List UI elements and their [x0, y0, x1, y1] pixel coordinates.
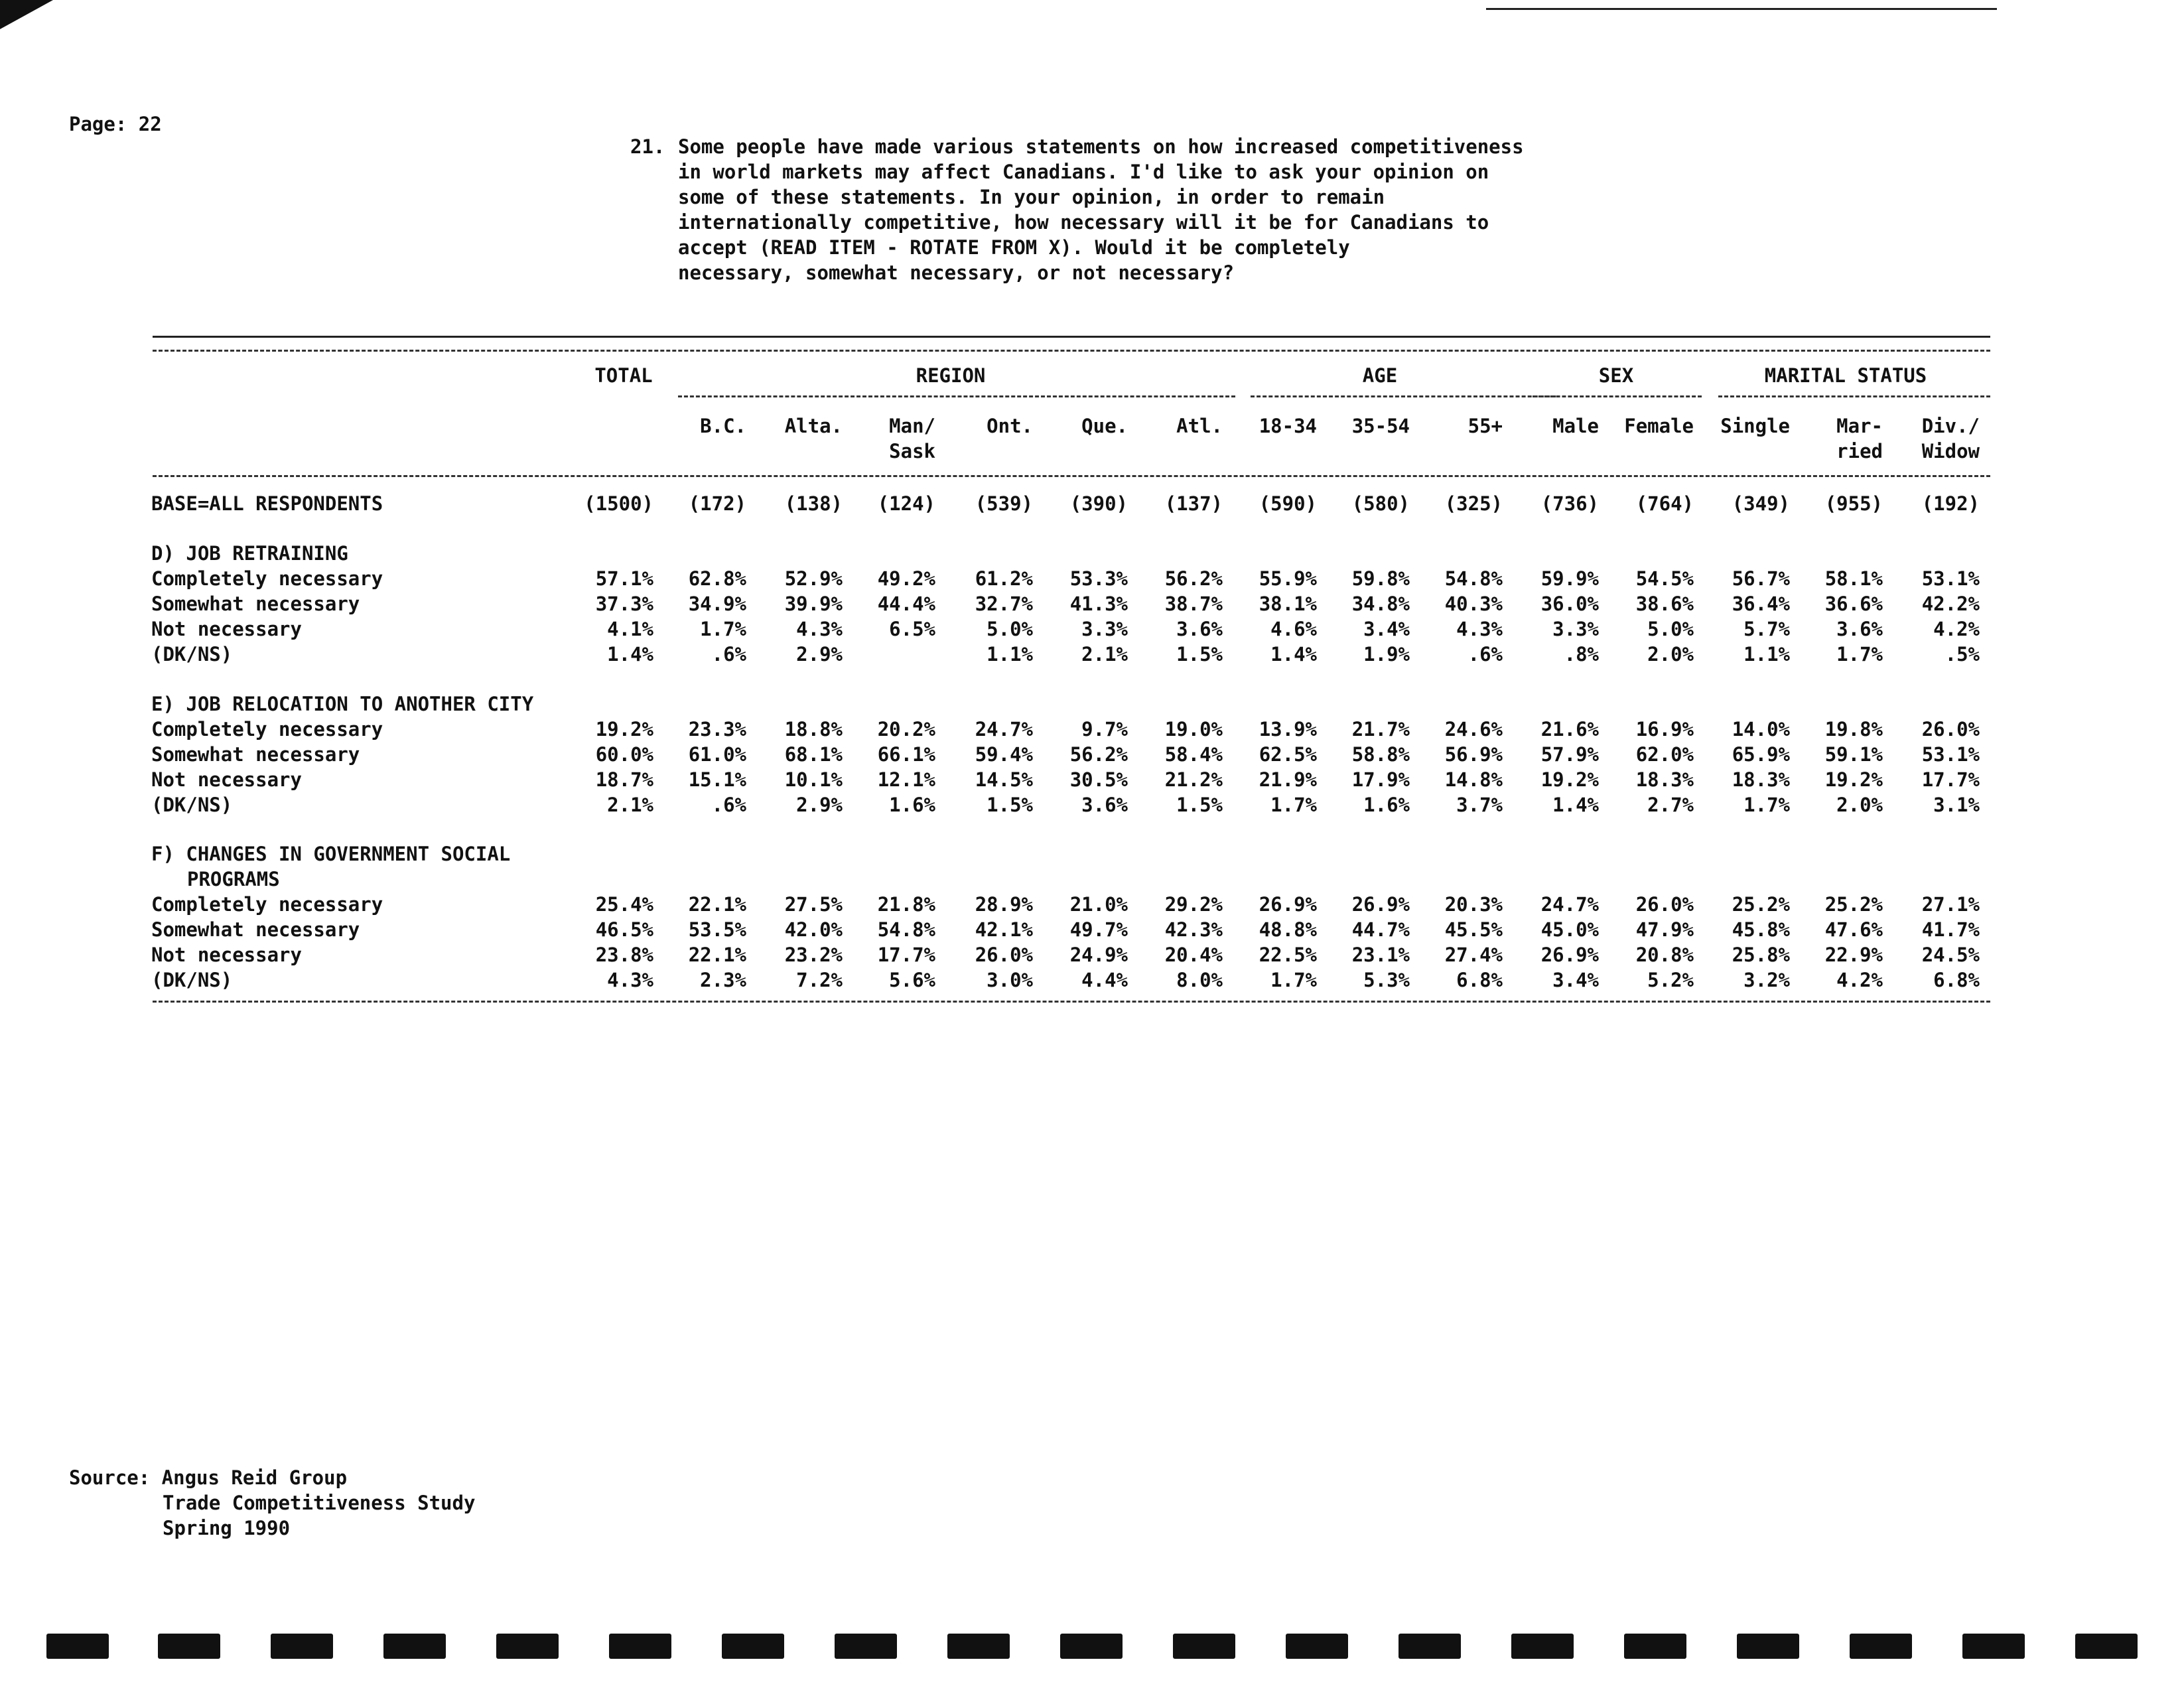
table-cell: 68.1% [784, 743, 843, 766]
table-cell: 1.6% [889, 794, 935, 816]
sex-underline [1533, 395, 1702, 397]
table-cell: 53.3% [1069, 567, 1128, 590]
table-cell: .6% [711, 794, 746, 816]
table-cell: 55.9% [1259, 567, 1317, 590]
group-header: REGION [916, 364, 986, 387]
table-cell: 41.7% [1921, 918, 1980, 941]
table-cell: 7.2% [796, 969, 843, 991]
table-cell: 59.4% [975, 743, 1033, 766]
table-cell: 22.5% [1259, 944, 1317, 966]
table-cell: 6.5% [889, 618, 935, 640]
table-cell: 12.1% [877, 768, 935, 791]
column-header: Div./ [1921, 415, 1980, 437]
registration-bar [496, 1634, 559, 1659]
table-cell: 20.2% [877, 718, 935, 740]
table-cell: 36.4% [1732, 593, 1790, 615]
table-cell: 6.8% [1456, 969, 1503, 991]
table-cell: 65.9% [1732, 743, 1790, 766]
table-cell: 1.7% [1270, 969, 1317, 991]
group-header: MARITAL STATUS [1764, 364, 1927, 387]
table-cell: 22.1% [688, 944, 746, 966]
column-header: Single [1720, 415, 1790, 437]
table-cell: 20.8% [1635, 944, 1694, 966]
source-line-1: Source: Angus Reid Group [69, 1466, 348, 1489]
table-cell: 3.6% [1081, 794, 1128, 816]
table-cell: 46.5% [595, 918, 653, 941]
table-cell: 54.8% [877, 918, 935, 941]
table-cell: 3.4% [1363, 618, 1410, 640]
table-cell: 24.7% [975, 718, 1033, 740]
table-cell: 18.3% [1635, 768, 1694, 791]
table-cell: 42.3% [1164, 918, 1223, 941]
row-label: Completely necessary [151, 893, 383, 916]
table-cell: 24.6% [1444, 718, 1503, 740]
table-cell: 62.5% [1259, 743, 1317, 766]
table-cell: 30.5% [1069, 768, 1128, 791]
table-cell: 59.9% [1540, 567, 1599, 590]
table-cell: 26.9% [1540, 944, 1599, 966]
column-header: Que. [1081, 415, 1128, 437]
table-cell: 39.9% [784, 593, 843, 615]
table-cell: 3.0% [987, 969, 1033, 991]
group-header: SEX [1598, 364, 1634, 387]
table-cell: 52.9% [784, 567, 843, 590]
table-cell: 53.1% [1921, 567, 1980, 590]
table-cell: 23.8% [595, 944, 653, 966]
table-cell: 2.1% [607, 794, 653, 816]
table-cell: 61.0% [688, 743, 746, 766]
table-cell: 5.0% [987, 618, 1033, 640]
column-header: Mar- [1836, 415, 1883, 437]
table-cell: 4.3% [1456, 618, 1503, 640]
table-cell: 13.9% [1259, 718, 1317, 740]
table-cell: 21.2% [1164, 768, 1223, 791]
table-cell: 57.9% [1540, 743, 1599, 766]
table-cell: 21.6% [1540, 718, 1599, 740]
table-cell: 61.2% [975, 567, 1033, 590]
age-underline [1251, 395, 1556, 397]
table-cell: 24.5% [1921, 944, 1980, 966]
table-cell: 32.7% [975, 593, 1033, 615]
registration-bar [1060, 1634, 1123, 1659]
table-cell: 8.0% [1176, 969, 1223, 991]
section-title: F) CHANGES IN GOVERNMENT SOCIAL [151, 843, 511, 865]
column-header: Man/ [889, 415, 935, 437]
table-cell: 56.7% [1732, 567, 1790, 590]
table-cell: 5.6% [889, 969, 935, 991]
table-cell: 45.8% [1732, 918, 1790, 941]
table-cell: 4.1% [607, 618, 653, 640]
column-header: Alta. [784, 415, 843, 437]
table-cell: 9.7% [1081, 718, 1128, 740]
row-label: Not necessary [151, 618, 302, 640]
table-cell: 25.8% [1732, 944, 1790, 966]
table-cell: 47.6% [1824, 918, 1883, 941]
table-cell: 4.6% [1270, 618, 1317, 640]
table-cell: 21.9% [1259, 768, 1317, 791]
table-cell: 25.2% [1824, 893, 1883, 916]
table-cell: 1.7% [700, 618, 746, 640]
table-cell: 23.1% [1351, 944, 1410, 966]
registration-bar [1511, 1634, 1574, 1659]
table-cell: 3.3% [1081, 618, 1128, 640]
column-header-line2: Sask [889, 440, 935, 462]
table-cell: 2.3% [700, 969, 746, 991]
table-cell: 1.7% [1836, 643, 1883, 666]
top-rule [1486, 8, 1997, 10]
table-cell: 41.3% [1069, 593, 1128, 615]
table-cell: .6% [711, 643, 746, 666]
table-cell: 22.1% [688, 893, 746, 916]
registration-bar [158, 1634, 220, 1659]
registration-bar [1737, 1634, 1799, 1659]
table-cell: 4.3% [796, 618, 843, 640]
section-title: E) JOB RELOCATION TO ANOTHER CITY [151, 693, 534, 715]
base-value: (138) [784, 492, 843, 515]
table-cell: 10.1% [784, 768, 843, 791]
table-cell: 1.7% [1270, 794, 1317, 816]
registration-bar [1173, 1634, 1235, 1659]
table-cell: .6% [1467, 643, 1503, 666]
registration-bar [835, 1634, 897, 1659]
table-cell: 17.7% [1921, 768, 1980, 791]
table-cell: 23.3% [688, 718, 746, 740]
registration-bar [609, 1634, 671, 1659]
table-cell: 54.8% [1444, 567, 1503, 590]
table-cell: 3.2% [1743, 969, 1790, 991]
table-cell: 21.0% [1069, 893, 1128, 916]
column-header-line2: Widow [1921, 440, 1980, 462]
table-cell: 56.2% [1069, 743, 1128, 766]
table-cell: 1.5% [987, 794, 1033, 816]
table-cell: 1.7% [1743, 794, 1790, 816]
table-cell: 25.4% [595, 893, 653, 916]
source-note [69, 1465, 475, 1541]
table-cell: 5.3% [1363, 969, 1410, 991]
registration-bar [271, 1634, 333, 1659]
table-cell: 2.7% [1647, 794, 1694, 816]
base-value: (736) [1540, 492, 1599, 515]
table-cell: 42.0% [784, 918, 843, 941]
row-label: Not necessary [151, 768, 302, 791]
table-cell: 56.9% [1444, 743, 1503, 766]
registration-bar [1286, 1634, 1348, 1659]
table-cell: 59.8% [1351, 567, 1410, 590]
table-cell: 19.2% [595, 718, 653, 740]
table-cell: .8% [1564, 643, 1599, 666]
table-cell: 17.7% [877, 944, 935, 966]
base-value: (349) [1732, 492, 1790, 515]
table-cell: 57.1% [595, 567, 653, 590]
column-header: Atl. [1176, 415, 1223, 437]
table-cell: 14.8% [1444, 768, 1503, 791]
table-cell: 26.0% [1635, 893, 1694, 916]
table-cell: 27.5% [784, 893, 843, 916]
table-cell: 26.9% [1259, 893, 1317, 916]
table-cell: 19.8% [1824, 718, 1883, 740]
table-cell: 42.1% [975, 918, 1033, 941]
row-label: Completely necessary [151, 567, 383, 590]
table-cell: 2.9% [796, 643, 843, 666]
registration-bar [46, 1634, 109, 1659]
table-cell: .5% [1945, 643, 1980, 666]
column-header: 35-54 [1351, 415, 1410, 437]
table-cell: 1.9% [1363, 643, 1410, 666]
table-cell: 58.1% [1824, 567, 1883, 590]
table-cell: 3.4% [1552, 969, 1599, 991]
table-cell: 4.2% [1836, 969, 1883, 991]
registration-bar [383, 1634, 446, 1659]
group-header: AGE [1362, 364, 1398, 387]
row-label: Somewhat necessary [151, 593, 360, 615]
table-cell: 5.2% [1647, 969, 1694, 991]
table-cell: 21.7% [1351, 718, 1410, 740]
base-value: (192) [1921, 492, 1980, 515]
row-label: (DK/NS) [151, 794, 233, 816]
table-cell: 60.0% [595, 743, 653, 766]
table-cell: 3.3% [1552, 618, 1599, 640]
group-header: TOTAL [594, 364, 653, 387]
base-value: (390) [1069, 492, 1128, 515]
table-cell: 3.6% [1176, 618, 1223, 640]
section-title: D) JOB RETRAINING [151, 542, 348, 565]
table-cell: 26.9% [1351, 893, 1410, 916]
column-header: B.C. [700, 415, 746, 437]
base-value: (325) [1444, 492, 1503, 515]
table-cell: 22.9% [1824, 944, 1883, 966]
question-number: 21. [630, 135, 665, 158]
table-cell: 23.2% [784, 944, 843, 966]
table-cell: 6.8% [1933, 969, 1980, 991]
column-header: Female [1624, 415, 1694, 437]
registration-bar [2075, 1634, 2138, 1659]
column-header: 18-34 [1259, 415, 1317, 437]
table-cell: 25.2% [1732, 893, 1790, 916]
table-cell: 36.0% [1540, 593, 1599, 615]
table-cell: 62.8% [688, 567, 746, 590]
table-top-rule [153, 336, 1990, 338]
registration-bar [947, 1634, 1010, 1659]
table-cell: 29.2% [1164, 893, 1223, 916]
marital-underline [1718, 395, 1990, 397]
column-header: 55+ [1467, 415, 1503, 437]
table-cell: 4.4% [1081, 969, 1128, 991]
table-cell: 5.0% [1647, 618, 1694, 640]
page-number: Page: 22 [69, 113, 162, 135]
row-label: Somewhat necessary [151, 918, 360, 941]
table-cell: 1.1% [987, 643, 1033, 666]
table-cell: 18.7% [595, 768, 653, 791]
table-cell: 38.7% [1164, 593, 1223, 615]
table-cell: 48.8% [1259, 918, 1317, 941]
registration-bar [1624, 1634, 1686, 1659]
table-cell: 2.1% [1081, 643, 1128, 666]
table-top-dashed-rule [153, 350, 1990, 352]
table-cell: 2.0% [1647, 643, 1694, 666]
base-value: (137) [1164, 492, 1223, 515]
question-text: Some people have made various statements on how increased competitiveness in world markets may affect Canadians. I'd like to ask your opinion on some of these statements. In your opinion, in order to remain internationally competitive, how necessary will it be for Canadians to accept (READ ITEM - ROTATE FROM X). Would it be completely necessary, somewhat necessary, or not necessary? [678, 135, 1524, 284]
table-cell: 42.2% [1921, 593, 1980, 615]
table-cell: 17.9% [1351, 768, 1410, 791]
table-cell: 45.5% [1444, 918, 1503, 941]
table-cell: 3.1% [1933, 794, 1980, 816]
base-value: (1500) [584, 492, 653, 515]
table-cell: 1.4% [1270, 643, 1317, 666]
row-label: Somewhat necessary [151, 743, 360, 766]
table-cell: 2.9% [796, 794, 843, 816]
table-cell: 1.6% [1363, 794, 1410, 816]
table-cell: 5.7% [1743, 618, 1790, 640]
table-bottom-rule [153, 1001, 1990, 1003]
table-cell: 49.2% [877, 567, 935, 590]
table-cell: 27.1% [1921, 893, 1980, 916]
registration-bar [1399, 1634, 1461, 1659]
table-cell: 1.5% [1176, 643, 1223, 666]
table-cell: 36.6% [1824, 593, 1883, 615]
table-cell: 18.3% [1732, 768, 1790, 791]
table-cell: 26.0% [975, 944, 1033, 966]
table-cell: 58.4% [1164, 743, 1223, 766]
row-label: Not necessary [151, 944, 302, 966]
table-cell: 19.2% [1824, 768, 1883, 791]
base-value: (955) [1824, 492, 1883, 515]
table-cell: 20.4% [1164, 944, 1223, 966]
column-header: Ont. [987, 415, 1033, 437]
base-value: (590) [1259, 492, 1317, 515]
table-cell: 19.0% [1164, 718, 1223, 740]
table-cell: 53.5% [688, 918, 746, 941]
column-header-line2: ried [1836, 440, 1883, 462]
base-value: (764) [1635, 492, 1694, 515]
table-cell: 34.8% [1351, 593, 1410, 615]
table-cell: 3.7% [1456, 794, 1503, 816]
table-cell: 18.8% [784, 718, 843, 740]
table-cell: 62.0% [1635, 743, 1694, 766]
table-cell: 19.2% [1540, 768, 1599, 791]
region-underline [678, 395, 1235, 397]
row-label: (DK/NS) [151, 643, 233, 666]
registration-bar [1850, 1634, 1912, 1659]
table-cell: 54.5% [1635, 567, 1694, 590]
table-cell: 28.9% [975, 893, 1033, 916]
table-cell: 44.7% [1351, 918, 1410, 941]
table-cell: 37.3% [595, 593, 653, 615]
table-cell: 34.9% [688, 593, 746, 615]
source-line-2: Trade Competitiveness Study [163, 1492, 476, 1514]
table-cell: 20.3% [1444, 893, 1503, 916]
table-cell: 38.1% [1259, 593, 1317, 615]
base-value: (124) [877, 492, 935, 515]
table-cell: 1.4% [1552, 794, 1599, 816]
column-header: Male [1552, 415, 1599, 437]
table-cell: 3.6% [1836, 618, 1883, 640]
table-cell: 4.3% [607, 969, 653, 991]
base-value: (580) [1351, 492, 1410, 515]
header-bottom-rule [153, 475, 1990, 477]
table-cell: 59.1% [1824, 743, 1883, 766]
table-cell: 58.8% [1351, 743, 1410, 766]
corner-mark [0, 0, 53, 29]
table-cell: 66.1% [877, 743, 935, 766]
row-label: Completely necessary [151, 718, 383, 740]
table-cell: 44.4% [877, 593, 935, 615]
base-value: (172) [688, 492, 746, 515]
table-cell: 15.1% [688, 768, 746, 791]
table-cell: 47.9% [1635, 918, 1694, 941]
registration-bar [1962, 1634, 2025, 1659]
base-value: (539) [975, 492, 1033, 515]
table-cell: 49.7% [1069, 918, 1128, 941]
table-cell: 1.5% [1176, 794, 1223, 816]
table-cell: 27.4% [1444, 944, 1503, 966]
table-cell: 14.0% [1732, 718, 1790, 740]
table-cell: 40.3% [1444, 593, 1503, 615]
table-cell: 24.7% [1540, 893, 1599, 916]
row-label: (DK/NS) [151, 969, 233, 991]
table-cell: 1.4% [607, 643, 653, 666]
table-cell: 24.9% [1069, 944, 1128, 966]
table-cell: 1.1% [1743, 643, 1790, 666]
table-cell: 16.9% [1635, 718, 1694, 740]
table-cell: 4.2% [1933, 618, 1980, 640]
table-cell: 38.6% [1635, 593, 1694, 615]
table-cell: 2.0% [1836, 794, 1883, 816]
table-cell: 45.0% [1540, 918, 1599, 941]
table-cell: 56.2% [1164, 567, 1223, 590]
table-cell: 14.5% [975, 768, 1033, 791]
section-title-line2: PROGRAMS [187, 868, 280, 890]
registration-marks [46, 1634, 2136, 1660]
table-cell: 21.8% [877, 893, 935, 916]
source-line-3: Spring 1990 [163, 1517, 291, 1539]
base-label: BASE=ALL RESPONDENTS [151, 492, 383, 515]
registration-bar [722, 1634, 784, 1659]
table-cell: 53.1% [1921, 743, 1980, 766]
table-cell: 26.0% [1921, 718, 1980, 740]
